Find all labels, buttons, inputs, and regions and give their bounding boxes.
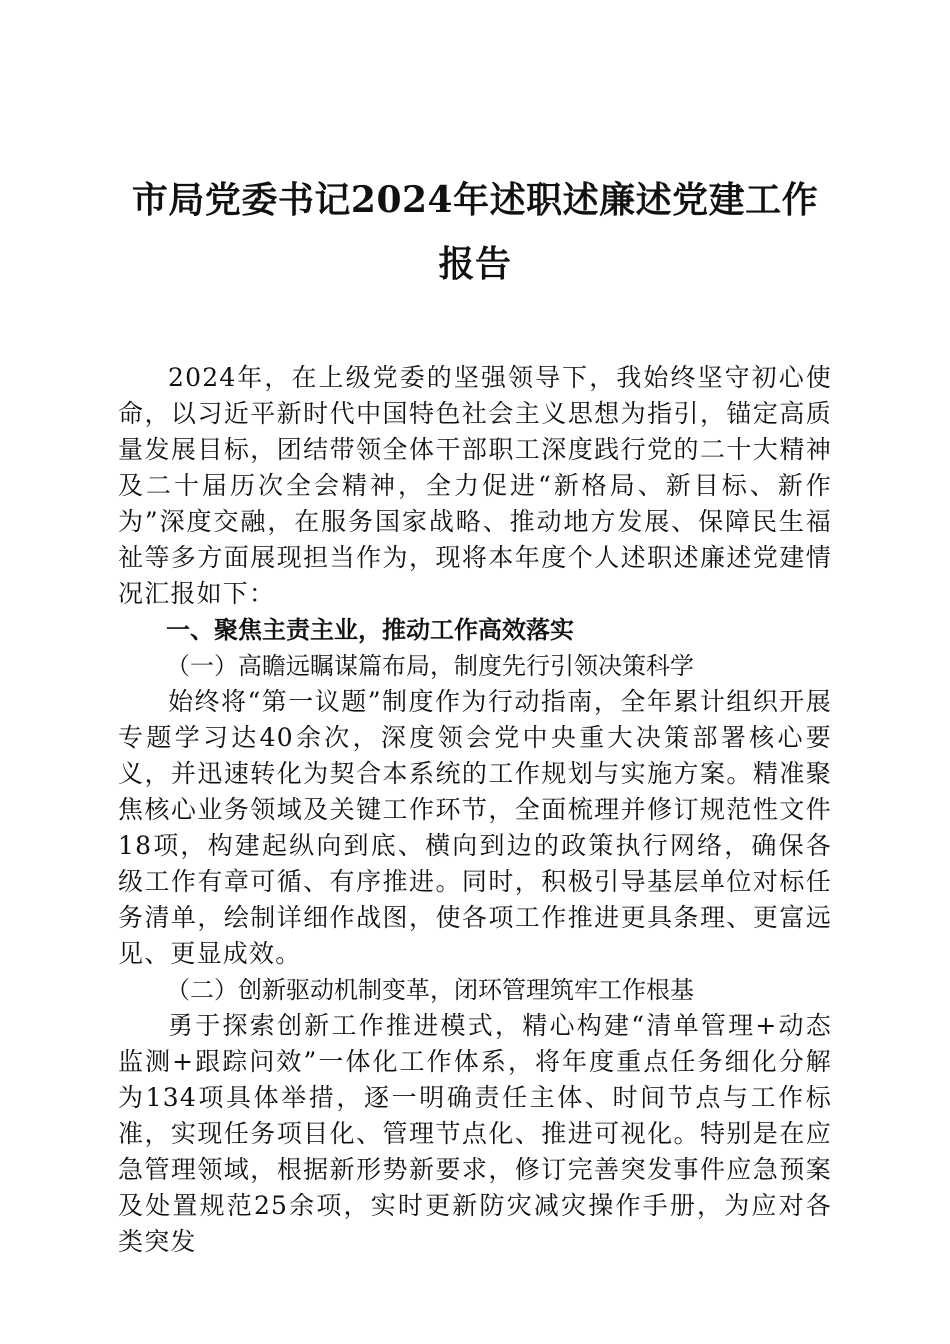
document-title: 市局党委书记2024年述职述廉述党建工作报告 <box>131 179 819 285</box>
section-heading-1: 一、聚焦主责主业，推动工作高效落实 <box>166 616 574 644</box>
intro-paragraph: 2024年，在上级党委的坚强领导下，我始终坚守初心使命，以习近平新时代中国特色社会主义思想为指引，锚定高质量发展目标，团结带领全体干部职工深度践行党的二十大精神及二十届历次全会精神，全力促进“新格局、新目标、新作为”深度交融，在服务国家战略、推动地方发展、保障民生福祉等多方面展现担当作为，现将本年度个人述职述廉述党建情况汇报如下： <box>118 363 832 608</box>
body-paragraph-2: 勇于探索创新工作推进模式，精心构建“清单管理+动态监测+跟踪问效”一体化工作体系，将年度重点任务细化分解为134项具体举措，逐一明确责任主体、时间节点与工作标准，实现任务项目化、管理节点化、推进可视化。特别是在应急管理领域，根据新形势新要求，修订完善突发事件应急预案及处置规范25余项，实时更新防灾减灾操作手册，为应对各类突发 <box>118 1011 832 1256</box>
body-paragraph-1: 始终将“第一议题”制度作为行动指南，全年累计组织开展专题学习达40余次，深度领会党中央重大决策部署核心要义，并迅速转化为契合本系统的工作规划与实施方案。精准聚焦核心业务领域及关键工作环节，全面梳理并修订规范性文件18项，构建起纵向到底、横向到边的政策执行网络，确保各级工作有章可循、有序推进。同时，积极引导基层单位对标任务清单，绘制详细作战图，使各项工作推进更具条理、更富远见、更显成效。 <box>118 687 832 968</box>
subsection-heading-1: （一）高瞻远瞩谋篇布局，制度先行引领决策科学 <box>166 652 694 680</box>
document-body <box>118 360 832 1260</box>
subsection-heading-2: （二）创新驱动机制变革，闭环管理筑牢工作根基 <box>166 976 694 1004</box>
